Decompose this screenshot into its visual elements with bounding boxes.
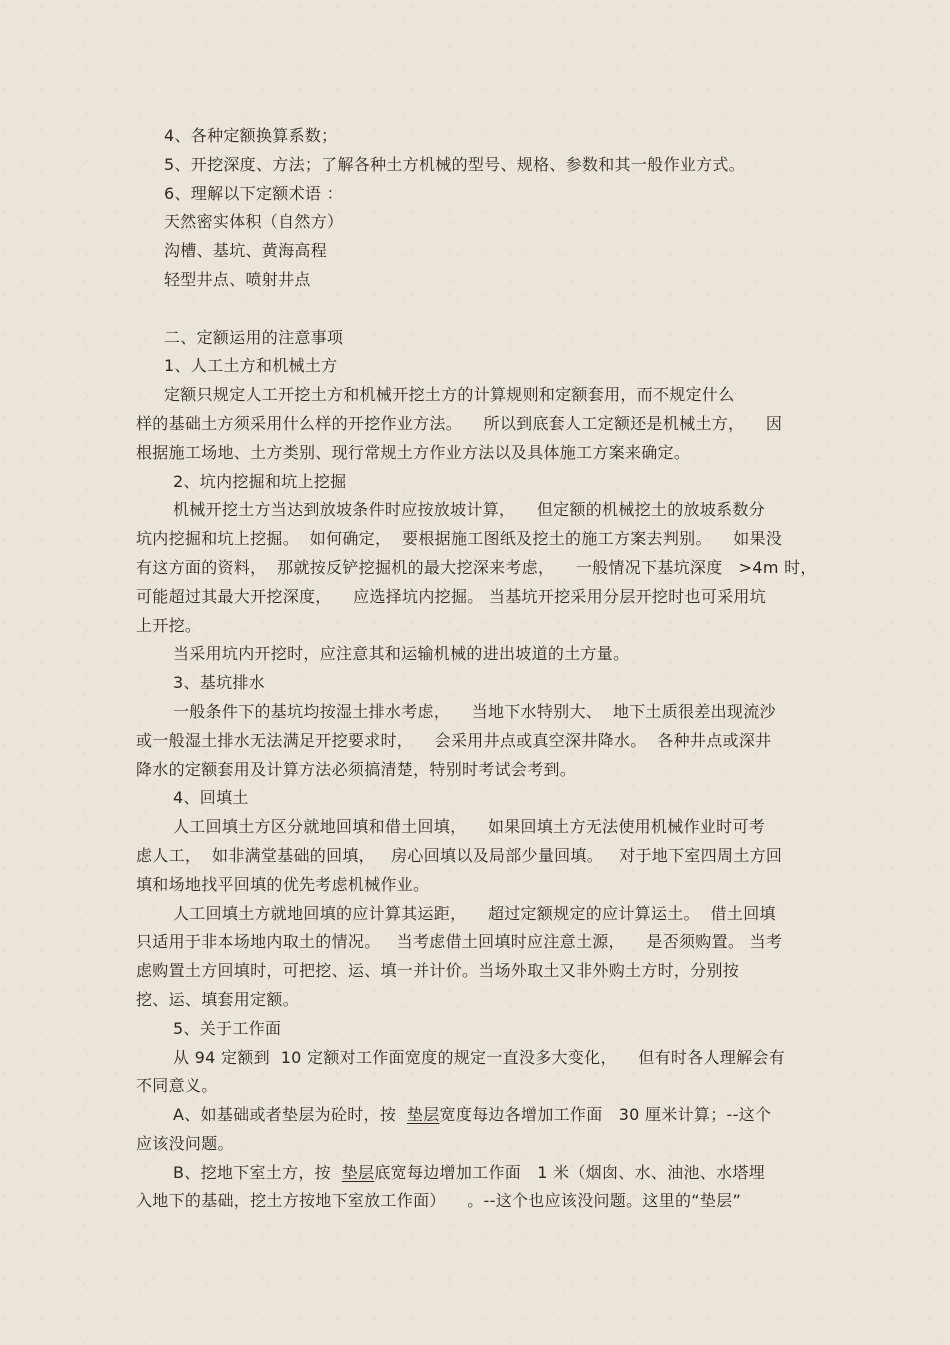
paragraph-line: 虑人工， 如非满堂基础的回填， 房心回填以及局部少量回填。 对于地下室四周土方回 bbox=[136, 845, 783, 865]
subsection-heading: 5、关于工作面 bbox=[173, 1018, 282, 1038]
text-segment: 宽度每边各增加工作面 30 厘米计算；--这个 bbox=[439, 1105, 772, 1125]
paragraph-line: 坑内挖掘和坑上挖掘。 如何确定， 要根据施工图纸及挖土的施工方案去判别。 如果没 bbox=[136, 529, 783, 549]
paragraph-line: 机械开挖土方当达到放坡条件时应按放坡计算， 但定额的机械挖土的放坡系数分 bbox=[173, 500, 766, 520]
spacer bbox=[136, 295, 836, 324]
paragraph-line: 填和场地找平回填的优先考虑机械作业。 bbox=[136, 874, 430, 894]
underlined-term: 垫层 bbox=[406, 1105, 440, 1125]
subsection-heading: 3、基坑排水 bbox=[173, 673, 265, 693]
text-segment: A、如基础或者垫层为砼时，按 bbox=[173, 1105, 407, 1125]
section-title: 二、定额运用的注意事项 bbox=[164, 327, 344, 347]
paragraph-line: 一般条件下的基坑均按湿土排水考虑， 当地下水特别大、 地下土质很差出现流沙 bbox=[173, 701, 776, 721]
paragraph-line: 人工回填土方就地回填的应计算其运距， 超过定额规定的应计算运土。 借土回填 bbox=[173, 903, 776, 923]
paragraph-line: 样的基础土方须采用什么样的开挖作业方法。 所以到底套人工定额还是机械土方， 因 bbox=[136, 413, 783, 433]
term-line: 轻型井点、喷射井点 bbox=[164, 269, 311, 289]
list-item: 5、开挖深度、方法；了解各种土方机械的型号、规格、参数和其一般作业方式。 bbox=[164, 154, 745, 174]
paragraph-line: 或一般湿土排水无法满足开挖要求时， 会采用井点或真空深井降水。 各种井点或深井 bbox=[136, 730, 772, 750]
paragraph-line: 上开挖。 bbox=[136, 615, 202, 635]
document-body bbox=[136, 122, 836, 1216]
subsection-heading: 2、坑内挖掘和坑上挖掘 bbox=[173, 471, 347, 491]
paragraph-line: 定额只规定人工开挖土方和机械开挖土方的计算规则和定额套用，而不规定什么 bbox=[164, 385, 735, 405]
text-segment: 底宽每边增加工作面 1 米（烟囱、水、油池、水塔埋 bbox=[374, 1162, 765, 1182]
paragraph-line: 入地下的基础，挖土方按地下室放工作面） 。--这个也应该没问题。这里的“垫层” bbox=[136, 1191, 742, 1211]
paragraph-line: 当采用坑内开挖时，应注意其和运输机械的进出坡道的土方量。 bbox=[173, 644, 630, 664]
paragraph-line: 有这方面的资料， 那就按反铲挖掘机的最大挖深来考虑， 一般情况下基坑深度 >4m 时， bbox=[136, 557, 817, 577]
subsection-heading: 1、人工土方和机械土方 bbox=[164, 356, 338, 376]
list-item: 4、各种定额换算系数； bbox=[164, 126, 338, 145]
paragraph-line: 虑购置土方回填时，可把挖、运、填一并计价。当场外取土又非外购土方时，分别按 bbox=[136, 961, 740, 981]
paragraph-line: 应该没问题。 bbox=[136, 1133, 234, 1153]
term-line: 天然密实体积（自然方） bbox=[164, 212, 344, 232]
paragraph-line: 降水的定额套用及计算方法必须搞清楚，特别时考试会考到。 bbox=[136, 759, 577, 779]
paragraph-line bbox=[136, 1159, 836, 1188]
term-line: 沟槽、基坑、黄海高程 bbox=[164, 241, 328, 261]
paragraph-line: 挖、运、填套用定额。 bbox=[136, 989, 300, 1009]
list-item: 6、理解以下定额术语 ： bbox=[164, 183, 343, 203]
paragraph-line bbox=[136, 1101, 836, 1130]
paragraph-line: 根据施工场地、土方类别、现行常规土方作业方法以及具体施工方案来确定。 bbox=[136, 442, 691, 462]
subsection-heading: 4、回填土 bbox=[173, 788, 249, 808]
paragraph-line: 只适用于非本场地内取土的情况。 当考虑借土回填时应注意土源， 是否须购置。 当考 bbox=[136, 932, 783, 952]
underlined-term: 垫层 bbox=[341, 1162, 375, 1182]
paragraph-line: 可能超过其最大开挖深度， 应选择坑内挖掘。 当基坑开挖采用分层开挖时也可采用坑 bbox=[136, 586, 767, 606]
paragraph-line: 人工回填土方区分就地回填和借土回填， 如果回填土方无法使用机械作业时可考 bbox=[173, 817, 766, 837]
paragraph-line: 从 94 定额到 10 定额对工作面宽度的规定一直没多大变化， 但有时各人理解会有 bbox=[173, 1047, 785, 1067]
text-segment: B、挖地下室土方，按 bbox=[173, 1162, 342, 1182]
paragraph-line: 不同意义。 bbox=[136, 1076, 218, 1096]
